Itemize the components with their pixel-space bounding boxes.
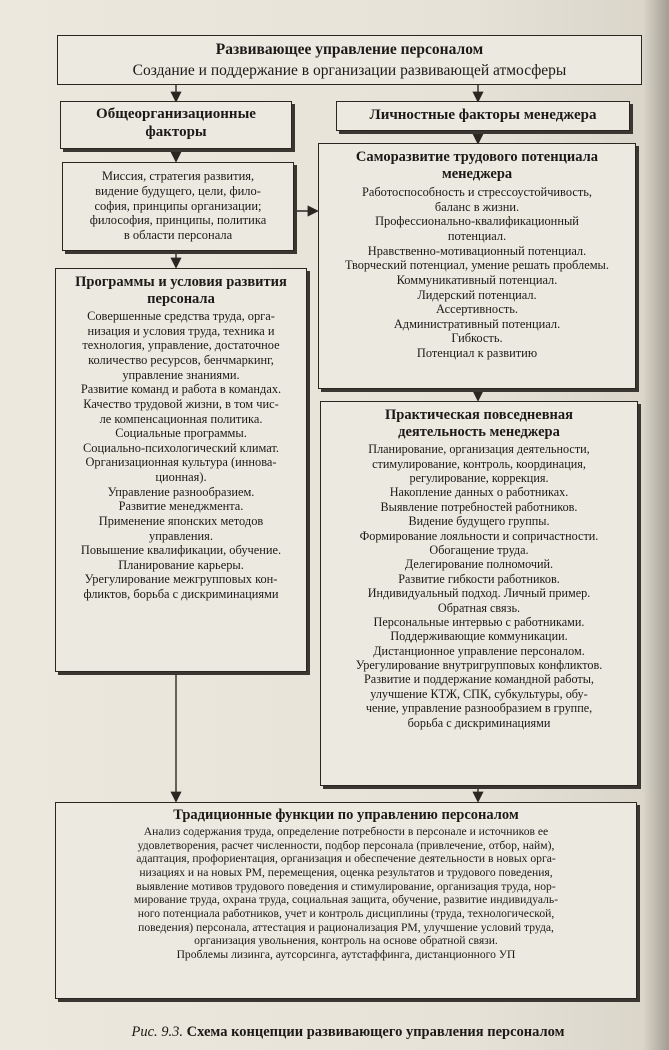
programs-line: Социальные программы. (115, 426, 247, 441)
self-development-line: баланс в жизни. (434, 199, 520, 214)
programs-line: ционная). (155, 470, 207, 485)
practice-line: Видение будущего группы. (408, 514, 550, 529)
mission-line: Миссия, стратегия развития, (101, 169, 255, 183)
practice-line: Развитие гибкости работников. (398, 571, 560, 586)
top-box (57, 35, 642, 85)
figure-caption-text: Схема концепции развивающего управления персоналом (186, 1024, 565, 1040)
practice-line: Индивидуальный подход. Личный пример. (367, 586, 591, 601)
self-development-line: Гибкость. (451, 331, 503, 346)
practice-line: Обогащение труда. (429, 542, 529, 557)
self-development-line: Творческий потенциал, умение решать проблемы. (345, 258, 609, 273)
traditional-functions-line: мирование труда, охрана труда, социальная защита, обучение, развитие индивидуаль- (133, 893, 559, 907)
personal-factors-box (336, 101, 630, 131)
programs-line: низация и условия труда, техника и (87, 323, 275, 338)
mission-line: видение будущего, цели, фило- (95, 183, 261, 198)
practice-title-line2: деятельность менеджера (398, 424, 560, 441)
programs-title-line2: персонала (147, 291, 215, 308)
practice-line: Дистанционное управление персоналом. (373, 643, 585, 658)
top-box-subtitle: Создание и поддержание в организации развивающей атмосферы (132, 62, 567, 80)
practice-line: Накопление данных о работниках. (389, 485, 569, 500)
self-development-title-line2: менеджера (441, 166, 513, 183)
traditional-functions-line: поведения) персонала, аттестация и рационализация РМ, улучшение условий труда, (138, 920, 554, 934)
programs-line: Планирование карьеры. (118, 557, 244, 572)
programs-line: Качество трудовой жизни, в том чис- (83, 396, 279, 411)
self-development-line: Лидерский потенциал. (417, 287, 537, 302)
programs-line: Урегулирование межгрупповых кон- (84, 572, 278, 587)
programs-line: управления. (149, 528, 213, 543)
traditional-functions-line: низациях и на новых РМ, перемещения, оценка результатов и трудового поведения, (139, 866, 553, 880)
practice-line: Персональные интервью с работниками. (373, 614, 585, 629)
programs-line: Повышение квалификации, обучение. (80, 543, 282, 558)
practice-line: Урегулирование внутригрупповых конфликтов. (355, 658, 603, 673)
self-development-line: Нравственно-мотивационный потенциал. (367, 243, 587, 258)
programs-line: Совершенные средства труда, орга- (87, 309, 275, 324)
self-development-line: Потенциал к развитию (416, 346, 538, 361)
programs-line: Применение японских методов (98, 513, 264, 528)
top-box-title: Развивающее управление персоналом (215, 41, 484, 58)
self-development-box (318, 143, 636, 389)
mission-line: философия, принципы, политика (89, 213, 267, 228)
practice-line: Планирование, организация деятельности, (368, 442, 590, 457)
programs-box (55, 268, 307, 672)
self-development-line: Административный потенциал. (393, 316, 561, 331)
programs-line: фликтов, борьба с дискриминациями (83, 587, 279, 602)
self-development-line: Коммуникативный потенциал. (396, 272, 558, 287)
self-development-line: Профессионально-квалификационный (375, 214, 579, 229)
figure-caption (78, 1024, 618, 1041)
self-development-line: Ассертивность. (435, 302, 518, 317)
traditional-functions-line: удовлетворения, расчет численности, подбор персонала (привлечение, отбор, найм), (137, 838, 555, 852)
practice-line: регулирование, коррекция. (409, 471, 549, 485)
practice-line: Поддерживающие коммуникации. (390, 629, 568, 644)
programs-line: количество ресурсов, бенчмаркинг, (88, 353, 274, 368)
traditional-functions-line: Проблемы лизинга, аутсорсинга, аутстаффинга, дистанционного УП (176, 948, 516, 962)
self-development-line: Работоспособность и стрессоустойчивость, (361, 185, 592, 200)
self-development-title-line1: Саморазвитие трудового потенциала (355, 149, 599, 165)
mission-box (62, 162, 294, 251)
programs-line: Развитие команд и работа в командах. (80, 382, 282, 397)
mission-line: софия, принципы организации; (94, 198, 262, 213)
practice-line: улучшение КТЖ, СПК, субкультуры, обу- (370, 686, 588, 701)
org-factors-box (60, 101, 292, 149)
practice-line: Делегирование полномочий. (404, 557, 554, 572)
practice-line: чение, управление разнообразием в группе, (365, 701, 593, 716)
traditional-functions-line: Анализ содержания труда, определение потребности в персонале и источников ее (143, 825, 549, 839)
practice-line: Формирование лояльности и сопричастности. (359, 528, 599, 543)
self-development-line: потенциал. (447, 229, 507, 244)
traditional-functions-line: ного потенциала работников, учет и контроль дисциплины (труда, технологической, (137, 907, 555, 921)
practice-line: Обратная связь. (437, 600, 521, 615)
practice-line: Выявление потребностей работников. (380, 499, 578, 514)
traditional-functions-line: выявление мотивов трудового поведения и стимулирование, организация труда, нор- (136, 879, 556, 893)
programs-line: управление знаниями. (122, 367, 240, 382)
programs-line: Организационная культура (иннова- (85, 455, 277, 470)
org-factors-title-line2: факторы (145, 123, 207, 140)
practice-line: стимулирование, контроль, координация, (372, 456, 586, 471)
practice-line: Развитие и поддержание командной работы, (364, 672, 594, 687)
programs-line: ле компенсационная политика. (99, 411, 263, 426)
practice-line: борьба с дискриминациями (407, 715, 551, 730)
programs-title-line1: Программы и условия развития (75, 274, 287, 290)
traditional-functions-box (55, 802, 637, 999)
programs-line: Социально-психологический климат. (83, 440, 279, 455)
personal-factors-title: Личностные факторы менеджера (369, 107, 597, 123)
book-spine-shadow (643, 0, 669, 1050)
traditional-functions-line: организация увольнения, контроль на основе обратной связи. (194, 934, 498, 948)
practice-title-line1: Практическая повседневная (384, 407, 574, 423)
programs-line: Управление разнообразием. (107, 484, 255, 499)
programs-line: технология, управление, достаточное (82, 338, 280, 353)
figure-caption-label: Рис. 9.3. (131, 1024, 184, 1040)
traditional-functions-title: Традиционные функции по управлению персоналом (173, 807, 519, 823)
practice-box (320, 401, 638, 786)
org-factors-title-line1: Общеорганизационные (96, 106, 256, 122)
programs-line: Развитие менеджмента. (118, 499, 244, 514)
mission-line: в области персонала (123, 228, 233, 242)
traditional-functions-line: адаптация, профориентация, организация и обеспечение деятельности в новых орга- (136, 852, 556, 866)
